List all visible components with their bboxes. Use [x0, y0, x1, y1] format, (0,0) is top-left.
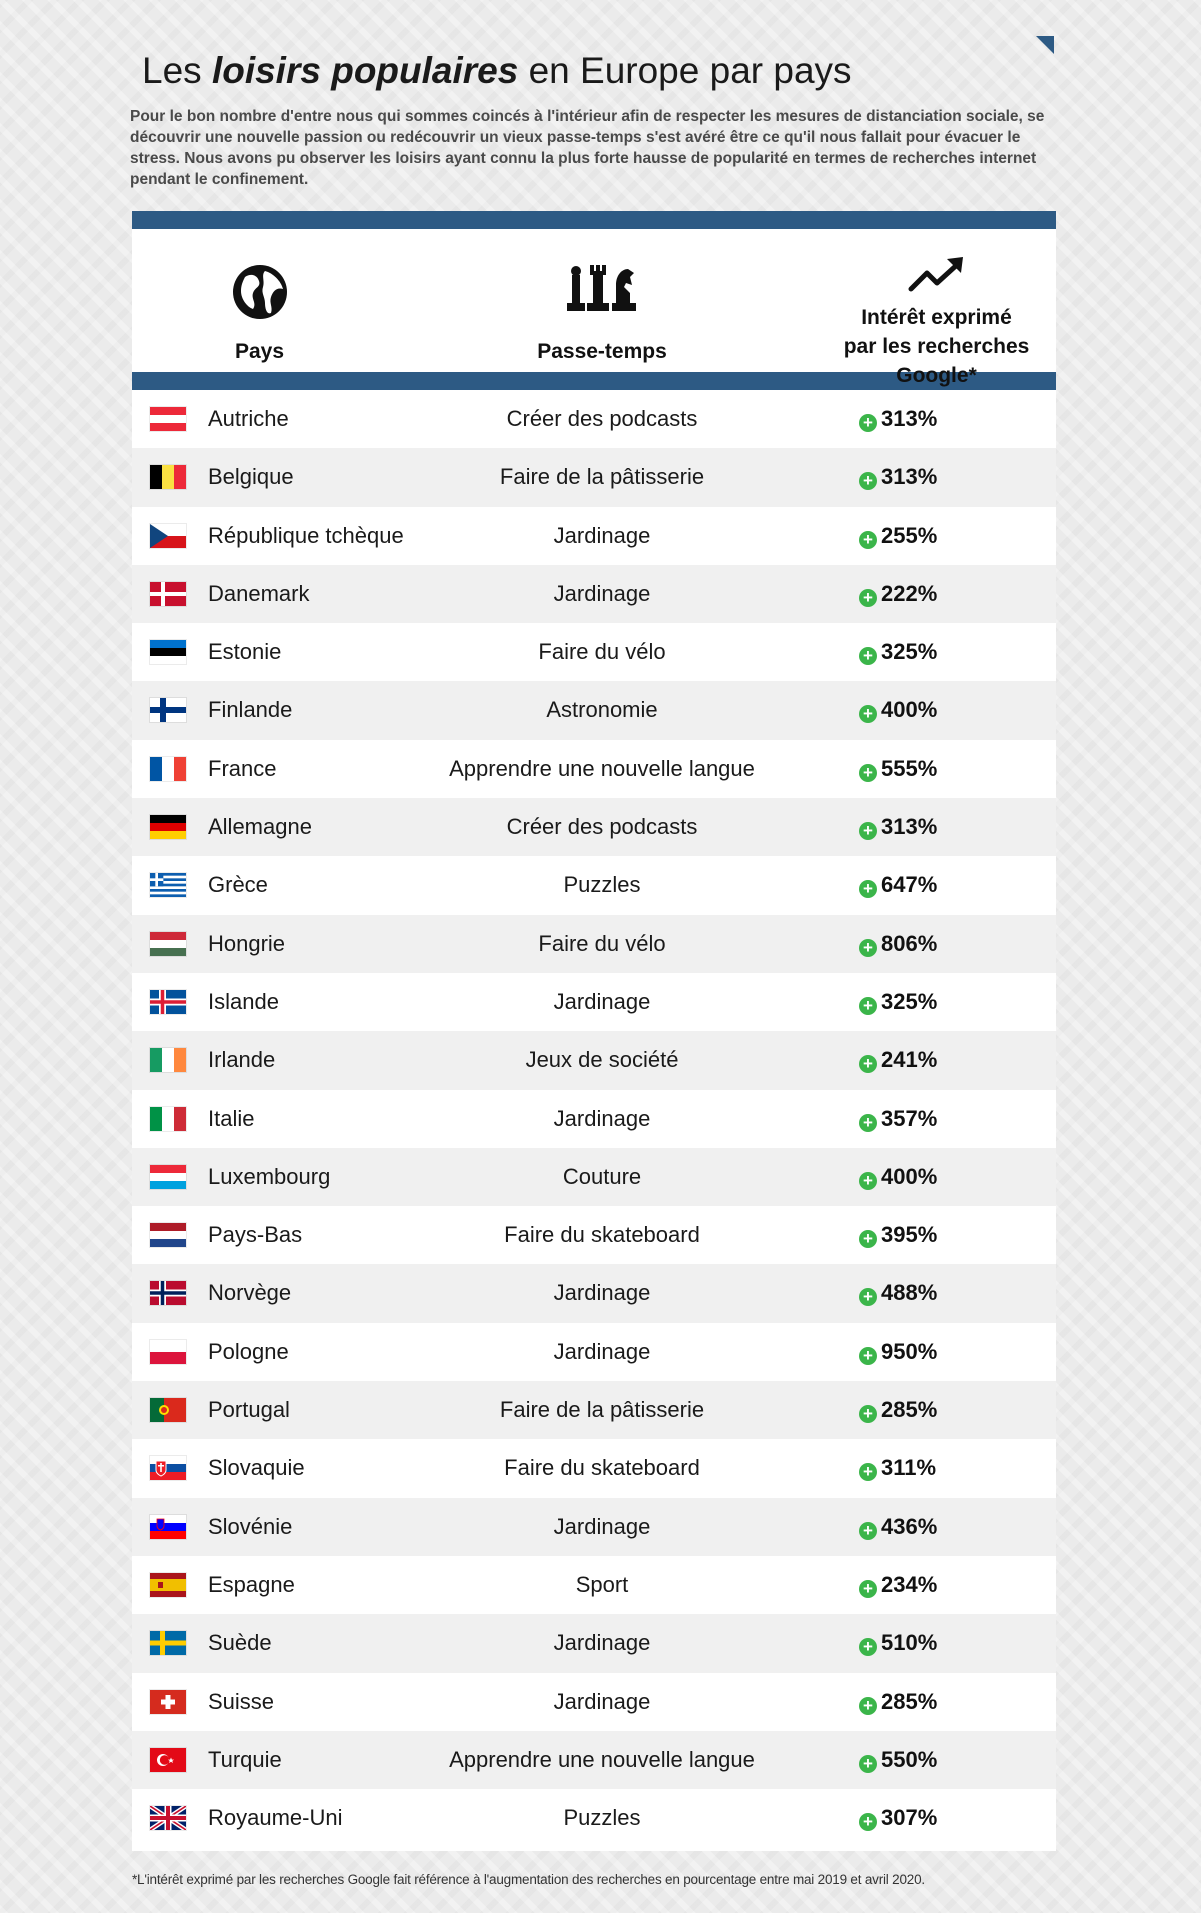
page-title: Les loisirs populaires en Europe par pays	[142, 50, 852, 91]
interest-value-text: 950%	[881, 1338, 938, 1364]
interest-value	[859, 1206, 937, 1264]
flag-slovenia-icon	[150, 1515, 186, 1539]
corner-triangle	[1036, 36, 1054, 54]
interest-value-text: 285%	[881, 1397, 938, 1423]
flag-ireland-icon	[150, 1048, 186, 1072]
flag-france-icon	[150, 757, 186, 781]
hobby-name: Faire du vélo	[538, 639, 666, 665]
country-name: Suède	[208, 1630, 272, 1656]
hobby-name: Jardinage	[553, 1688, 651, 1714]
table-row	[132, 1090, 1056, 1148]
table-row	[132, 1031, 1056, 1089]
interest-value-text: 647%	[881, 872, 938, 898]
interest-value	[859, 798, 937, 856]
header-country	[132, 229, 387, 372]
header-hobby-label: Passe-temps	[537, 340, 667, 363]
interest-value-text: 550%	[881, 1746, 938, 1772]
table-row	[132, 1673, 1056, 1731]
hobby-name: Faire du vélo	[538, 930, 666, 956]
hobby-name: Jardinage	[553, 522, 651, 548]
interest-value-text: 400%	[881, 1163, 938, 1189]
country-name: République tchèque	[208, 522, 404, 548]
country-name: Danemark	[208, 580, 310, 606]
interest-value	[859, 390, 937, 448]
country-name: Allemagne	[208, 814, 312, 840]
interest-value-text: 555%	[881, 755, 938, 781]
interest-value-text: 222%	[881, 580, 938, 606]
hobbies-table	[132, 211, 1056, 1851]
flag-uk-icon	[150, 1806, 186, 1830]
plus-icon: +	[859, 764, 877, 782]
plus-icon: +	[859, 1638, 877, 1656]
flag-poland-icon	[150, 1340, 186, 1364]
hobby-name: Jardinage	[553, 988, 651, 1014]
table-row	[132, 1206, 1056, 1264]
interest-value-text: 357%	[881, 1105, 938, 1131]
country-name: Belgique	[208, 464, 294, 490]
table-row	[132, 507, 1056, 565]
flag-turkey-icon	[150, 1748, 186, 1772]
country-name: Italie	[208, 1105, 255, 1131]
plus-icon: +	[859, 589, 877, 607]
hobby-name: Jeux de société	[525, 1047, 679, 1073]
plus-icon: +	[859, 1813, 877, 1831]
interest-value	[859, 1148, 937, 1206]
interest-value-text: 234%	[881, 1571, 938, 1597]
country-name: Autriche	[208, 406, 289, 431]
interest-value	[859, 507, 937, 565]
table-row	[132, 1614, 1056, 1672]
plus-icon: +	[859, 1405, 877, 1423]
country-name: France	[208, 755, 277, 781]
plus-icon: +	[859, 472, 877, 490]
table-top-bar	[132, 211, 1056, 229]
intro-text: Pour le bon nombre d'entre nous qui sommes coincés à l'intérieur afin de respecter les mesures de distanciation sociale, se découvrir une nouvelle passion ou redécouvrir un vieux passe-temps s'est avéré être ce qu'il nous fallait pour évacuer le stress. Nous avons pu observer les loisirs ayant connu la plus forte hausse de popularité en termes de recherches internet pendant le confinement.	[130, 108, 1045, 188]
plus-icon: +	[859, 1230, 877, 1248]
plus-icon: +	[859, 1172, 877, 1190]
interest-value-text: 241%	[881, 1047, 938, 1073]
flag-slovakia-icon	[150, 1456, 186, 1480]
country-name: Irlande	[208, 1047, 276, 1073]
country-name: Espagne	[208, 1571, 295, 1597]
table-row	[132, 1556, 1056, 1614]
plus-icon: +	[859, 1755, 877, 1773]
globe-icon	[231, 263, 289, 321]
country-name: Royaume-Uni	[208, 1805, 343, 1831]
interest-value-text: 806%	[881, 930, 938, 956]
flag-austria-icon	[150, 407, 186, 431]
hobby-name: Puzzles	[563, 1805, 641, 1831]
hobby-name: Jardinage	[553, 1630, 651, 1656]
plus-icon: +	[859, 1522, 877, 1540]
table-row	[132, 681, 1056, 739]
footnote: *L'intérêt exprimé par les recherches Google fait référence à l'augmentation des recherches en pourcentage entre mai 2019 et avril 2020.	[132, 1872, 925, 1887]
country-name: Slovaquie	[208, 1455, 305, 1481]
table-row	[132, 1381, 1056, 1439]
country-name: Pologne	[208, 1338, 289, 1364]
country-name: Islande	[208, 988, 279, 1014]
hobby-name: Couture	[562, 1163, 642, 1189]
flag-greece-icon	[150, 873, 186, 897]
table-row	[132, 390, 1056, 448]
interest-value-text: 436%	[881, 1513, 938, 1539]
plus-icon: +	[859, 1347, 877, 1365]
plus-icon: +	[859, 414, 877, 432]
header-country-label: Pays	[234, 340, 285, 363]
country-name: Estonie	[208, 639, 282, 665]
table-row	[132, 623, 1056, 681]
flag-norway-icon	[150, 1281, 186, 1305]
interest-value	[859, 1498, 937, 1556]
interest-value	[859, 740, 937, 798]
hobby-name: Créer des podcasts	[506, 814, 698, 840]
table-row	[132, 1148, 1056, 1206]
table-row	[132, 1498, 1056, 1556]
country-name: Grèce	[208, 872, 268, 898]
flag-germany-icon	[150, 815, 186, 839]
interest-value	[859, 1556, 937, 1614]
hobby-name: Jardinage	[553, 1338, 651, 1364]
interest-value-text: 325%	[881, 988, 938, 1014]
interest-value-text: 311%	[881, 1455, 937, 1481]
table-row	[132, 1789, 1056, 1847]
table-row	[132, 565, 1056, 623]
country-name: Pays-Bas	[208, 1222, 303, 1248]
hobby-name: Jardinage	[553, 1280, 651, 1306]
table-row	[132, 1439, 1056, 1497]
flag-hungary-icon	[150, 932, 186, 956]
flag-iceland-icon	[150, 990, 186, 1014]
plus-icon: +	[859, 997, 877, 1015]
flag-portugal-icon	[150, 1398, 186, 1422]
plus-icon: +	[859, 647, 877, 665]
plus-icon: +	[859, 1580, 877, 1598]
interest-value	[859, 915, 937, 973]
interest-value	[859, 1323, 937, 1381]
table-row	[132, 1264, 1056, 1322]
interest-value-text: 325%	[881, 639, 938, 665]
plus-icon: +	[859, 705, 877, 723]
interest-value-text: 255%	[881, 522, 938, 548]
interest-value	[859, 681, 937, 739]
interest-value	[859, 1090, 937, 1148]
interest-value	[859, 1614, 937, 1672]
table-row	[132, 973, 1056, 1031]
interest-value	[859, 1673, 937, 1731]
plus-icon: +	[859, 880, 877, 898]
flag-italy-icon	[150, 1107, 186, 1131]
flag-switzerland-icon	[150, 1690, 186, 1714]
header-interest-label-2: par les recherches Google*	[843, 335, 1030, 387]
header-interest-label-1: Intérêt exprimé	[861, 306, 1012, 329]
hobby-name: Apprendre une nouvelle langue	[449, 755, 755, 781]
table-header	[132, 229, 1056, 387]
interest-value	[859, 1439, 936, 1497]
hobby-name: Créer des podcasts	[506, 406, 698, 431]
interest-value-text: 307%	[881, 1805, 938, 1831]
interest-value	[859, 1789, 937, 1847]
interest-value-text: 285%	[881, 1688, 938, 1714]
interest-value	[859, 1381, 937, 1439]
hobby-name: Apprendre une nouvelle langue	[449, 1746, 755, 1772]
table-row	[132, 448, 1056, 506]
flag-denmark-icon	[150, 582, 186, 606]
hobby-name: Faire du skateboard	[504, 1222, 700, 1248]
country-name: Luxembourg	[208, 1163, 331, 1189]
flag-luxembourg-icon	[150, 1165, 186, 1189]
hobby-name: Jardinage	[553, 580, 651, 606]
hobby-name: Faire de la pâtisserie	[499, 1397, 705, 1423]
country-name: Finlande	[208, 697, 293, 723]
country-name: Slovénie	[208, 1513, 293, 1539]
header-interest	[817, 229, 1056, 387]
hobby-name: Sport	[575, 1571, 629, 1597]
interest-value	[859, 448, 937, 506]
hobby-name: Astronomie	[546, 697, 658, 723]
flag-estonia-icon	[150, 640, 186, 664]
table-row	[132, 1731, 1056, 1789]
interest-value-text: 488%	[881, 1280, 938, 1306]
trend-up-icon	[907, 255, 967, 295]
interest-value	[859, 565, 937, 623]
table-row	[132, 798, 1056, 856]
hobby-name: Faire de la pâtisserie	[499, 464, 705, 490]
interest-value	[859, 973, 937, 1031]
hobby-name: Puzzles	[563, 872, 641, 898]
hobby-name: Faire du skateboard	[504, 1455, 700, 1481]
plus-icon: +	[859, 531, 877, 549]
plus-icon: +	[859, 1463, 877, 1481]
table-row	[132, 915, 1056, 973]
table-row	[132, 856, 1056, 914]
interest-value	[859, 623, 937, 681]
flag-belgium-icon	[150, 465, 186, 489]
interest-value-text: 395%	[881, 1222, 938, 1248]
hobby-name: Jardinage	[553, 1513, 651, 1539]
plus-icon: +	[859, 822, 877, 840]
table-row	[132, 740, 1056, 798]
interest-value	[859, 1731, 937, 1789]
flag-czech-icon	[150, 524, 186, 548]
flag-netherlands-icon	[150, 1223, 186, 1247]
chess-pieces-icon	[564, 263, 640, 313]
table-body	[132, 390, 1056, 1847]
flag-sweden-icon	[150, 1631, 186, 1655]
country-name: Hongrie	[208, 930, 286, 956]
plus-icon: +	[859, 1288, 877, 1306]
flag-finland-icon	[150, 698, 186, 722]
plus-icon: +	[859, 1055, 877, 1073]
interest-value	[859, 1264, 937, 1322]
country-name: Suisse	[208, 1688, 275, 1714]
country-name: Turquie	[208, 1746, 282, 1772]
interest-value-text: 313%	[881, 406, 938, 431]
hobby-name: Jardinage	[553, 1105, 651, 1131]
flag-spain-icon	[150, 1573, 186, 1597]
interest-value-text: 313%	[881, 464, 938, 490]
interest-value	[859, 1031, 937, 1089]
interest-value	[859, 856, 937, 914]
interest-value-text: 313%	[881, 814, 938, 840]
header-hobby	[387, 229, 817, 372]
plus-icon: +	[859, 1114, 877, 1132]
interest-value-text: 510%	[881, 1630, 938, 1656]
country-name: Portugal	[208, 1397, 290, 1423]
plus-icon: +	[859, 1697, 877, 1715]
country-name: Norvège	[208, 1280, 292, 1306]
plus-icon: +	[859, 939, 877, 957]
interest-value-text: 400%	[881, 697, 938, 723]
table-row	[132, 1323, 1056, 1381]
